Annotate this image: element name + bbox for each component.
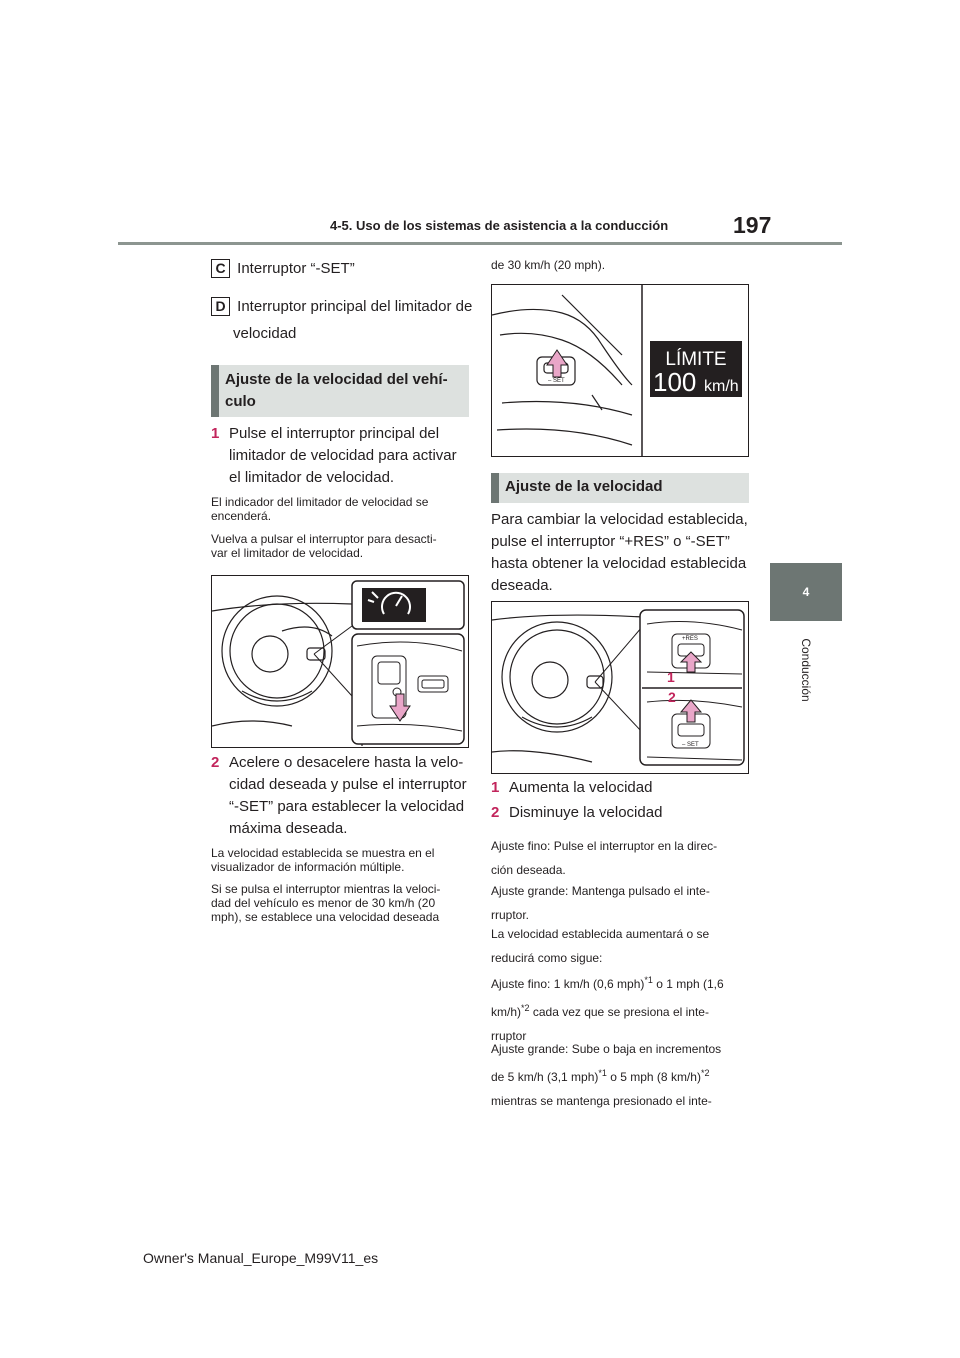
res-set-illustration xyxy=(492,602,748,773)
note-line: encenderá. xyxy=(211,509,272,523)
para-line: hasta obtener la velocidad establecida xyxy=(491,555,747,572)
section-title: 4-5. Uso de los sistemas de asistencia a la conducción xyxy=(330,218,669,233)
para-line: deseada. xyxy=(491,577,553,594)
note-fine xyxy=(491,834,717,882)
step-1-line: Pulse el interruptor principal del xyxy=(229,425,440,442)
step-2-line: cidad deseada y pulse el interruptor xyxy=(229,776,467,793)
para-line: pulse el interruptor “+RES” o “-SET” xyxy=(491,533,730,550)
step-2-number: 2 xyxy=(211,754,220,771)
text: Ajuste fino: 1 km/h (0,6 mph) xyxy=(491,977,645,991)
note-line: El indicador del limitador de velocidad se xyxy=(211,495,429,509)
footnote-ref: *2 xyxy=(521,1003,530,1013)
text: cada vez que se presiona el inte- xyxy=(529,1005,709,1019)
chapter-label-text: Conducción xyxy=(799,638,813,702)
step-1 xyxy=(211,423,471,489)
header-rule xyxy=(118,242,842,245)
step-2 xyxy=(211,752,471,840)
text: Ajuste grande: Sube o baja en incrementos xyxy=(491,1042,722,1056)
step-1-line: el limitador de velocidad. xyxy=(229,469,395,486)
note-indicator xyxy=(211,495,428,523)
text: o 1 mph (1,6 xyxy=(652,977,724,991)
res-label: +RES xyxy=(682,636,698,642)
chapter-tab: 4 xyxy=(770,563,842,621)
note-line: Ajuste grande: Mantenga pulsado el inte- xyxy=(491,884,710,898)
note-coarse xyxy=(491,879,710,927)
text: mientras se mantenga presionado el inte- xyxy=(491,1094,712,1108)
note-set-display xyxy=(211,846,434,874)
note-line: rruptor. xyxy=(491,908,530,922)
item-c-text: Interruptor “-SET” xyxy=(237,260,355,277)
figure-label-1: 1 xyxy=(667,669,675,685)
heading-line1: Ajuste de la velocidad del vehí- xyxy=(225,371,448,388)
heading-line2: culo xyxy=(225,393,256,410)
list-number: 2 xyxy=(491,804,500,821)
text: o 5 mph (8 km/h) xyxy=(606,1070,701,1084)
step-2-line: Acelere o desacelere hasta la velo- xyxy=(229,754,464,771)
para-line: Para cambiar la velocidad establecida, xyxy=(491,511,748,528)
figure-set-switch-display xyxy=(491,284,749,457)
figure-res-set xyxy=(491,601,749,774)
set-switch-illustration xyxy=(492,285,748,456)
footnote-ref: *2 xyxy=(700,1068,710,1078)
footer-manual-id: Owner's Manual_Europe_M99V11_es xyxy=(143,1250,379,1266)
chapter-label xyxy=(763,630,849,710)
set-label: – SET xyxy=(682,742,699,748)
note-low-speed xyxy=(211,882,440,924)
text: de 5 km/h (3,1 mph) xyxy=(491,1070,599,1084)
footnote-ref: *1 xyxy=(598,1068,607,1078)
list-number: 1 xyxy=(491,779,500,796)
figure-steering-main-switch xyxy=(211,575,469,748)
note-line: Vuelva a pulsar el interruptor para desacti- xyxy=(211,532,437,546)
footnote-ref: *1 xyxy=(644,975,653,985)
section-heading-speed-adjust: Ajuste de la velocidad xyxy=(491,473,749,503)
item-d xyxy=(211,296,472,318)
limit-unit: km/h xyxy=(704,378,739,395)
note-deactivate xyxy=(211,532,437,560)
note-change xyxy=(491,922,709,970)
item-d-line2: velocidad xyxy=(233,325,297,342)
limit-speed: 100 xyxy=(653,367,697,397)
note-line: reducirá como sigue: xyxy=(491,951,603,965)
list-increase xyxy=(491,777,652,799)
step-2-line: máxima deseada. xyxy=(229,820,348,837)
note-fine-increment xyxy=(491,968,724,1048)
note-line: ción deseada. xyxy=(491,863,566,877)
note-line: visualizador de información múltiple. xyxy=(211,860,405,874)
text: rruptor xyxy=(491,1029,527,1043)
note-line: Ajuste fino: Pulse el interruptor en la direc- xyxy=(491,839,718,853)
steering-illustration xyxy=(212,576,468,747)
set-switch-label: – SET xyxy=(548,378,565,384)
list-text: Disminuye la velocidad xyxy=(509,804,663,821)
adjust-paragraph xyxy=(491,509,753,597)
note-coarse-increment xyxy=(491,1037,721,1113)
item-d-line1: Interruptor principal del limitador de xyxy=(237,298,473,315)
limit-word: LÍMITE xyxy=(665,349,727,370)
note-line: mph), se establece una velocidad deseada xyxy=(211,910,440,924)
note-line: dad del vehículo es menor de 30 km/h (20 xyxy=(211,896,436,910)
figure-label-2: 2 xyxy=(668,689,676,705)
note-line: Si se pulsa el interruptor mientras la veloci- xyxy=(211,882,441,896)
note-line: La velocidad establecida aumentará o se xyxy=(491,927,710,941)
section-heading-vehicle-speed xyxy=(211,365,469,417)
item-c xyxy=(211,258,355,280)
continued-text: de 30 km/h (20 mph). xyxy=(491,258,606,272)
step-1-number: 1 xyxy=(211,425,220,442)
label-c: C xyxy=(211,259,230,278)
list-decrease xyxy=(491,802,662,824)
note-line: var el limitador de velocidad. xyxy=(211,546,364,560)
note-line: La velocidad establecida se muestra en el xyxy=(211,846,435,860)
page-number: 197 xyxy=(733,212,772,238)
label-d: D xyxy=(211,297,230,316)
step-2-line: “-SET” para establecer la velocidad xyxy=(229,798,465,815)
list-text: Aumenta la velocidad xyxy=(509,779,653,796)
step-1-line: limitador de velocidad para activar xyxy=(229,447,457,464)
text: km/h) xyxy=(491,1005,521,1019)
